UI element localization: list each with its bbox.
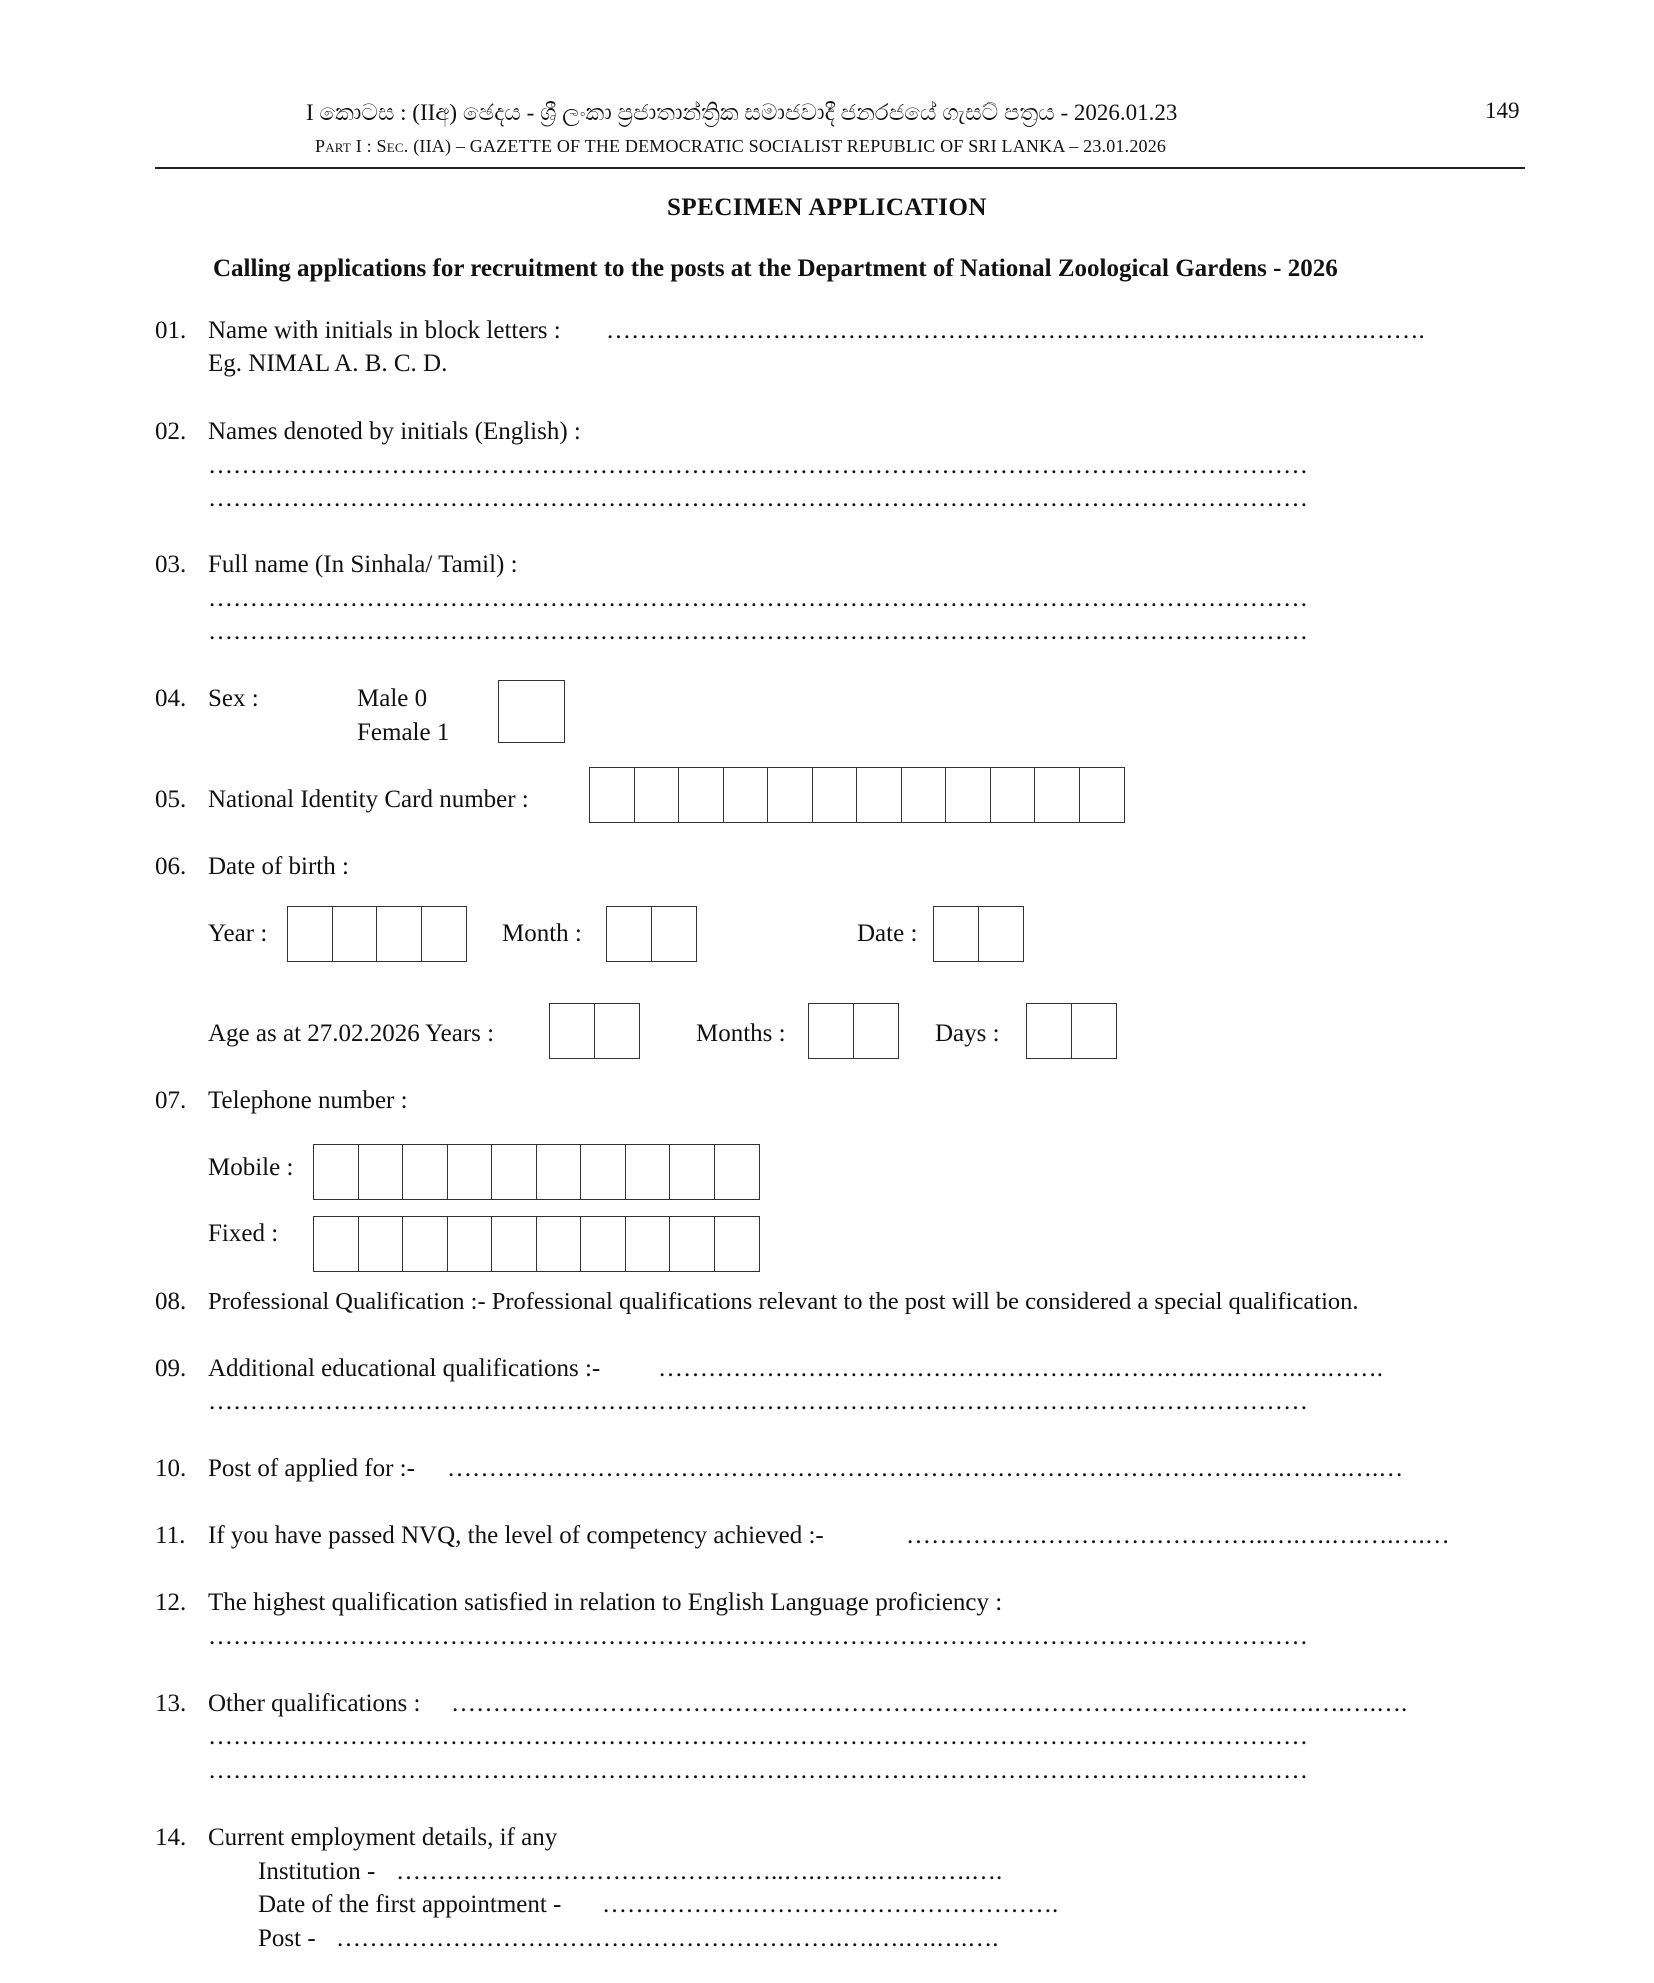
q03-field-line-1[interactable]: …………………………………………………………………………………………………………………… [208,585,1308,612]
dob-year-boxes[interactable] [287,906,467,962]
q09-label: Additional educational qualifications :- [208,1355,601,1382]
q09-field-line-1[interactable]: ……………………………………………….…….….….….….….……. [658,1355,1383,1382]
nic-digit-box[interactable] [724,768,769,822]
q11-number: 11. [155,1522,186,1549]
mobile-digit-box[interactable] [492,1145,537,1199]
q01-name-field[interactable]: …………………………………………………………….….….….….…….……. [606,317,1425,344]
q08-number: 08. [155,1288,187,1315]
fixed-label: Fixed : [208,1220,279,1247]
q14-post-label: Post - [258,1925,316,1952]
q14-institution-field[interactable]: ………………………………………..….….….….….….…. [396,1858,1003,1885]
q11-field[interactable]: ……………………………………..….….….….….… [906,1522,1450,1549]
q08-label: Professional Qualification :- Professional qualifications relevant to the post will be considered a special qualification. [208,1288,1359,1315]
age-days-boxes[interactable] [1026,1003,1117,1059]
q01-number: 01. [155,317,187,344]
q06-label: Date of birth : [208,853,349,880]
mobile-digit-box[interactable] [581,1145,626,1199]
q02-label: Names denoted by initials (English) : [208,418,581,445]
age-years-label: Age as at 27.02.2026 Years : [208,1020,495,1047]
page-number: 149 [1485,98,1520,123]
mobile-digit-box[interactable] [314,1145,359,1199]
age-days-digit-box[interactable] [1072,1004,1117,1058]
fixed-digit-box[interactable] [403,1217,448,1271]
mobile-number-boxes[interactable] [313,1144,760,1200]
dob-date-label: Date : [857,920,918,947]
mobile-digit-box[interactable] [359,1145,404,1199]
fixed-number-boxes[interactable] [313,1216,760,1272]
q14-institution-label: Institution - [258,1858,376,1885]
q14-label: Current employment details, if any [208,1824,558,1851]
age-years-digit-box[interactable] [595,1004,640,1058]
q14-first-appointment-label: Date of the first appointment - [258,1891,562,1918]
q11-label: If you have passed NVQ, the level of competency achieved :- [208,1522,824,1549]
q04-male-option: Male 0 [357,685,428,712]
q13-field-line-3[interactable]: …………………………………………………………………………………………………………………… [208,1757,1308,1784]
fixed-digit-box[interactable] [537,1217,582,1271]
age-years-digit-box[interactable] [550,1004,595,1058]
q12-number: 12. [155,1589,187,1616]
header-divider [155,167,1525,169]
mobile-digit-box[interactable] [448,1145,493,1199]
nic-digit-box[interactable] [679,768,724,822]
page-title: SPECIMEN APPLICATION [667,194,987,221]
age-days-digit-box[interactable] [1027,1004,1072,1058]
q01-label: Name with initials in block letters : [208,317,561,344]
q07-label: Telephone number : [208,1087,408,1114]
dob-year-label: Year : [208,920,268,947]
dob-month-boxes[interactable] [606,906,697,962]
nic-digit-box[interactable] [857,768,902,822]
q10-label: Post of applied for :- [208,1455,415,1482]
q04-label: Sex : [208,685,259,712]
q03-number: 03. [155,551,187,578]
q03-field-line-2[interactable]: …………………………………………………………………………………………………………………… [208,618,1308,645]
q09-number: 09. [155,1355,187,1382]
fixed-digit-box[interactable] [715,1217,760,1271]
nic-digit-box[interactable] [1080,768,1125,822]
age-months-digit-box[interactable] [809,1004,854,1058]
nic-digit-box[interactable] [902,768,947,822]
dob-date-digit-box[interactable] [979,907,1024,961]
nic-digit-box[interactable] [1035,768,1080,822]
age-months-boxes[interactable] [808,1003,899,1059]
q02-field-line-1[interactable]: …………………………………………………………………………………………………………………… [208,452,1308,479]
age-days-label: Days : [935,1020,1000,1047]
header-english-line: Part I : Sec. (IIA) – GAZETTE OF THE DEMOCRATIC SOCIALIST REPUBLIC OF SRI LANKA – 23.01.2026 [315,136,1167,156]
page-subtitle: Calling applications for recruitment to the posts at the Department of National Zoological Gardens - 2026 [213,255,1338,282]
fixed-digit-box[interactable] [581,1217,626,1271]
q02-number: 02. [155,418,187,445]
dob-year-digit-box[interactable] [377,907,422,961]
dob-date-digit-box[interactable] [934,907,979,961]
header-sinhala-line: I කොටස : (IIඅ) ඡෙදය - ශ්‍රී ලංකා ප්‍රජාතාන්ත්‍රික සමාජවාදී ජනරජයේ ගැසට් පත්‍රය - 2026.01.23 [306,100,1178,125]
header-sec-label: Sec. [376,136,409,156]
dob-month-label: Month : [502,920,582,947]
q09-field-line-2[interactable]: …………………………………………………………………………………………………………………… [208,1388,1308,1415]
q13-field-line-1[interactable]: ……………………………………………………………………………………….….….….…. [451,1690,1408,1717]
dob-year-digit-box[interactable] [288,907,333,961]
fixed-digit-box[interactable] [626,1217,671,1271]
dob-year-digit-box[interactable] [422,907,467,961]
q13-number: 13. [155,1690,187,1717]
mobile-digit-box[interactable] [403,1145,448,1199]
q14-post-field[interactable]: …………………………………………………….….….….….…. [336,1925,999,1952]
nic-digit-box[interactable] [768,768,813,822]
nic-number-boxes[interactable] [589,767,1125,823]
q13-label: Other qualifications : [208,1690,421,1717]
mobile-digit-box[interactable] [626,1145,671,1199]
fixed-digit-box[interactable] [314,1217,359,1271]
mobile-label: Mobile : [208,1154,294,1181]
q13-field-line-2[interactable]: …………………………………………………………………………………………………………………… [208,1723,1308,1750]
q05-label: National Identity Card number : [208,786,529,813]
q12-field[interactable]: …………………………………………………………………………………………………………………… [208,1623,1308,1650]
dob-year-digit-box[interactable] [333,907,378,961]
mobile-digit-box[interactable] [670,1145,715,1199]
fixed-digit-box[interactable] [448,1217,493,1271]
fixed-digit-box[interactable] [670,1217,715,1271]
sex-input-box[interactable] [498,680,565,743]
q14-number: 14. [155,1824,187,1851]
nic-digit-box[interactable] [946,768,991,822]
dob-month-digit-box[interactable] [607,907,652,961]
q07-number: 07. [155,1087,187,1114]
nic-digit-box[interactable] [991,768,1036,822]
age-years-boxes[interactable] [549,1003,640,1059]
nic-digit-box[interactable] [813,768,858,822]
age-months-label: Months : [696,1020,786,1047]
mobile-digit-box[interactable] [537,1145,582,1199]
header-part-label: Part I [315,136,362,156]
q02-field-line-2[interactable]: …………………………………………………………………………………………………………………… [208,485,1308,512]
q14-first-appointment-field[interactable]: ………………………………………………. [602,1891,1059,1918]
q12-label: The highest qualification satisfied in relation to English Language proficiency : [208,1589,1003,1616]
q10-number: 10. [155,1455,187,1482]
age-months-digit-box[interactable] [854,1004,899,1058]
q05-number: 05. [155,786,187,813]
dob-date-boxes[interactable] [933,906,1024,962]
q06-number: 06. [155,853,187,880]
nic-digit-box[interactable] [635,768,680,822]
header-english-rest: (IIA) – GAZETTE OF THE DEMOCRATIC SOCIALIST REPUBLIC OF SRI LANKA – 23.01.2026 [413,136,1167,156]
q03-label: Full name (In Sinhala/ Tamil) : [208,551,518,578]
fixed-digit-box[interactable] [492,1217,537,1271]
nic-digit-box[interactable] [590,768,635,822]
q04-female-option: Female 1 [357,719,450,746]
q10-field[interactable]: …………………………………………………………………………………….….….….….… [447,1455,1404,1482]
dob-month-digit-box[interactable] [652,907,697,961]
mobile-digit-box[interactable] [715,1145,760,1199]
q04-number: 04. [155,685,187,712]
fixed-digit-box[interactable] [359,1217,404,1271]
q01-example: Eg. NIMAL A. B. C. D. [208,350,448,377]
